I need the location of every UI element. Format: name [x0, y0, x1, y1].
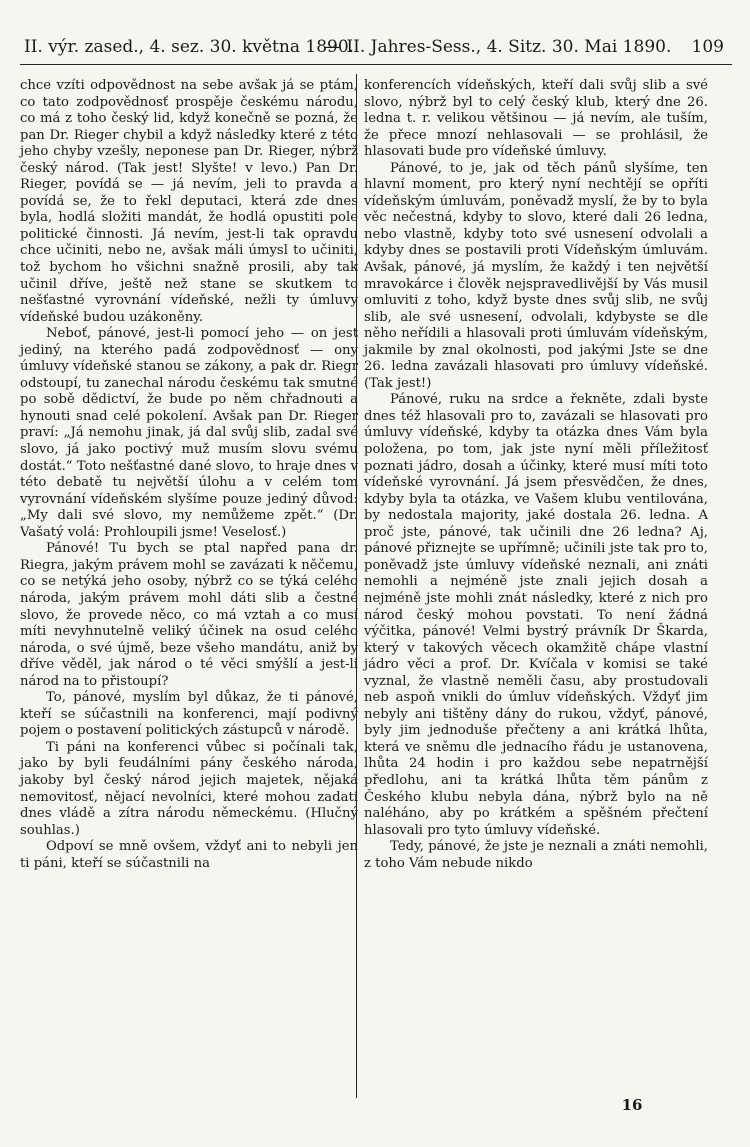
- paragraph: chce vzíti odpovědnost na sebe avšak já se ptám, co tato zodpovědnosť prospěje českému národu, co má z toho český lid, když konečně se pozná, že pan Dr. Rieger chybil a když následky které z této jeho chyby vzešly, neponese pan Dr. Rieger, nýbrž český národ. (Tak jest! Slyšte! v levo.) Pan Dr. Rieger, povídá se — já nevím, jeli to pravda a povídá se, že to řekl deputaci, která zde dnes byla, hodlá složiti mandát, že hodlá opustiti pole politické činnosti. Já nevím, jest-li tak opravdu chce učiniti, nebo ne, avšak máli úmysl to učiniti, tož bychom ho všichni snažně prosili, aby tak učinil dříve, ještě než stane se skutkem to nešťastné vyrovnání vídeňské, nežli ty úmluvy vídeňské budou uzákoněny.: [20, 78, 358, 325]
- right-column: [364, 78, 708, 872]
- paragraph: To, pánové, myslím byl důkaz, že ti pánové, kteří se súčastnili na konferenci, mají podivný pojem o postavení politických zástupců v národě.: [20, 690, 358, 739]
- header-right: — II. Jahres-Sess., 4. Sitz. 30. Mai 1890.: [324, 37, 672, 57]
- page-number: 109: [691, 37, 724, 57]
- header-rule: [20, 64, 732, 65]
- paragraph: Pánové, ruku na srdce a řekněte, zdali byste dnes též hlasovali pro to, zavázali se hlasovati pro úmluvy vídeňské, kdyby ta otázka dnes Vám byla položena, po tom, jak jste nyní měli příležitosť poznati jádro, dosah a účinky, které musí míti toto vídeňské vyrovnání. Já jsem přesvědčen, že dnes, kdyby byla ta otázka, ve Vašem klubu ventilována, by nedostala majority, jaké dostala 26. ledna. A proč jste, pánové, tak učinili dne 26 ledna? Aj, pánové přiznejte se upřímně; učinili jste tak pro to, poněvadž jste úmluvy vídeňské neznali, ani znáti nemohli a nejméně jste znali jejich dosah a nejméně jste mohli znát následky, které z nich pro národ český mohou povstati. To není žádná výčitka, pánové! Velmi bystrý právník Dr Škarda, který v takových věcech okamžitě chápe vlastní jádro věci a prof. Dr. Kvíčala v komisi se také vyznal, že vlastně neměli času, aby prostudovali neb aspoň vnikli do úmluv vídeňských. Vždyť jim nebyly ani tištěny dány do rukou, vždyť, pánové, byly jim jednoduše přečteny a ani krátká lhůta, která ve sněmu dle jednacího řádu je ustanovena, lhůta 24 hodin i pro každou sebe nepatrnější předlohu, ani ta krátká lhůta těm pánům z Českého klubu nebyla dána, nýbrž bylo na ně naléháno, aby po krátkém a spěšném přečtení hlasovali pro tyto úmluvy vídeňské.: [364, 392, 708, 838]
- paragraph: Pánové! Tu bych se ptal napřed pana dr. Riegra, jakým právem mohl se zavázati k něčemu, co se netýká jeho osoby, nýbrž co se týká celého národa, jakým právem mohl dáti slib a čestné slovo, že provede něco, co má vztah a co musí míti nevyhnutelně veliký účinek na osud celého národa, o své újmě, beze všeho mandátu, aniž by dříve věděl, jak národ o té věci smýšlí a jest-li národ na to přistoupí?: [20, 541, 358, 689]
- paragraph: Odpoví se mně ovšem, vždyť ani to nebyli jen ti páni, kteří se súčastnili na: [20, 839, 358, 871]
- running-header: [24, 34, 728, 60]
- signature-mark: 16: [621, 1096, 643, 1114]
- left-column: [20, 78, 358, 872]
- header-left: II. výr. zased., 4. sez. 30. května 1890.: [24, 37, 355, 57]
- paragraph: konferencích vídeňských, kteří dali svůj slib a své slovo, nýbrž byl to celý český klub, který dne 26. ledna t. r. velikou většinou — já nevím, ale tuším, že přece mnozí nehlasovali — se prohlásil, že hlasovati bude pro vídeňské úmluvy.: [364, 78, 708, 160]
- column-divider: [356, 74, 357, 1098]
- paragraph: Pánové, to je, jak od těch pánů slyšíme, ten hlavní moment, pro který nyní nechtějí se opříti vídeňským úmluvám, poněvadž myslí, že by to byla věc nečestná, kdyby to slovo, které dali 26 ledna, nebo vlastně, kdyby toto své usnesení odvolali a kdyby dnes se postavili proti Vídeňským úmluvám. Avšak, pánové, já myslím, že každý i ten největší mravokárce i člověk nejspravedlivější by Vás musil omluviti z toho, když byste dnes svůj slib, ne svůj slib, ale své usnesení, odvolali, kdybyste se dle něho neřídili a hlasovali proti úmluvám vídeňským, jakmile by znal okolnosti, pod jakými Jste se dne 26. ledna zavázali hlasovati pro úmluvy vídeňské. (Tak jest!): [364, 160, 708, 391]
- paragraph: Ti páni na konferenci vůbec si počínali tak, jako by byli feudálními pány českého národa, jakoby byl český národ jejich majetek, nějaká nemovitosť, nějací nevolníci, které mohou zadati dnes vládě a zítra národu německému. (Hlučný souhlas.): [20, 739, 358, 838]
- paragraph: Tedy, pánové, že jste je neznali a znáti nemohli, z toho Vám nebude nikdo: [364, 839, 708, 871]
- paragraph: Neboť, pánové, jest-li pomocí jeho — on jest jediný, na kterého padá zodpovědnosť — ony úmluvy vídeňské stanou se zákony, a pak dr. Riegr odstoupí, tu zanechal národu českému tak smutné po sobě dědictví, že bude po něm chřadnouti a hynouti snad celé pokolení. Avšak pan Dr. Rieger praví: „Já nemohu jinak, já dal svůj slib, zadal své slovo, já jako poctivý muž musím slovu svému dostát.“ Toto nešťastné dané slovo, to hraje dnes v této debatě tu největší úlohu a v celém tom vyrovnání vídeňském slyšíme pouze jediný důvod: „My dali své slovo, my nemůžeme zpět.“ (Dr. Vašatý volá: Prohloupili jsme! Veselosť.): [20, 326, 358, 540]
